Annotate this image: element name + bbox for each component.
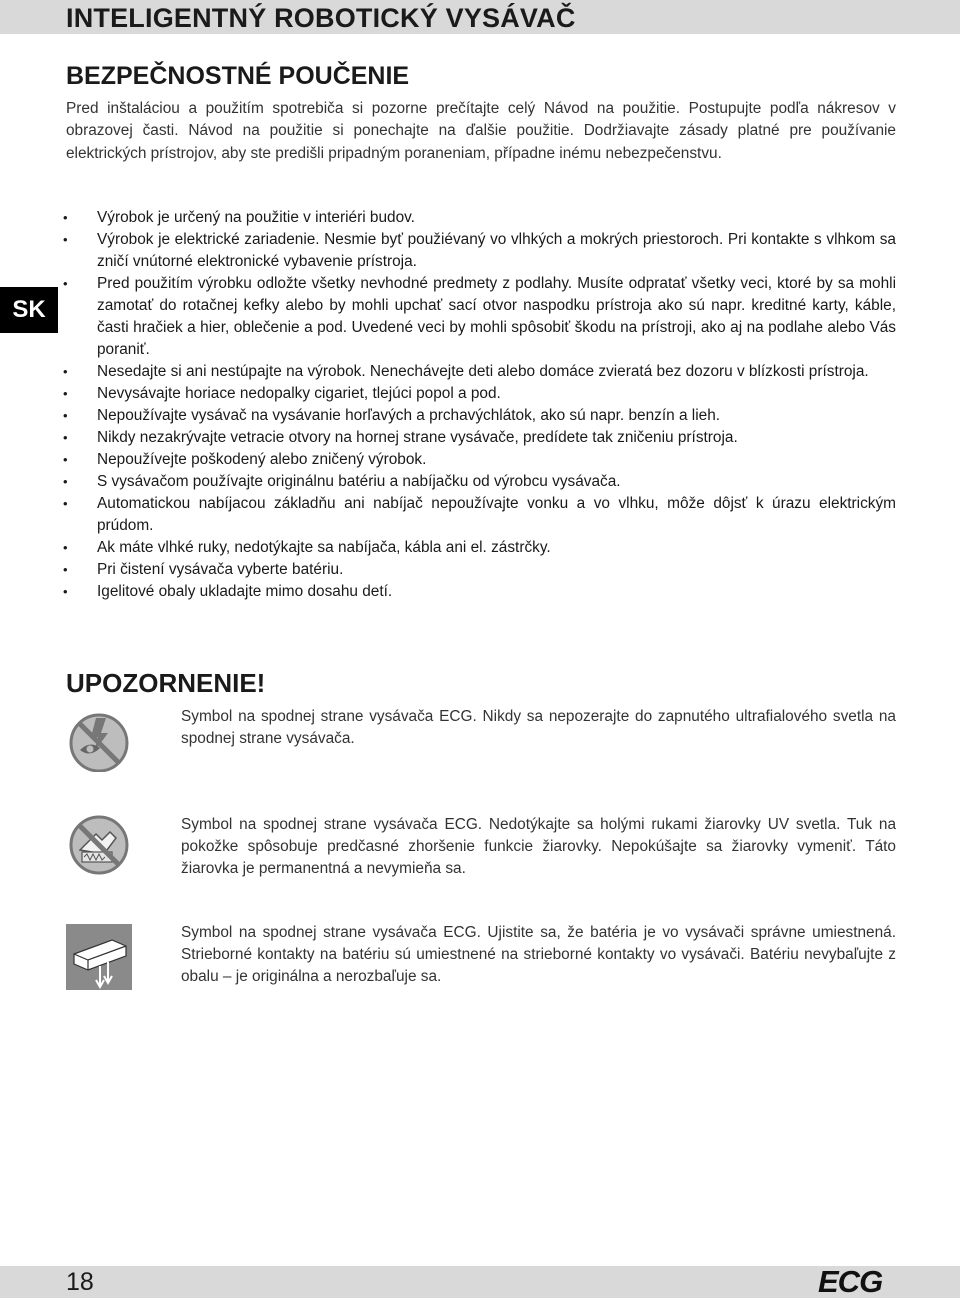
bullet-item: [63, 207, 896, 229]
bullet-dot-icon: •: [63, 474, 68, 489]
bullet-item: [63, 273, 896, 361]
no-touch-hand-icon: [66, 812, 132, 878]
bullet-dot-icon: •: [63, 584, 68, 599]
warning-section-title: UPOZORNENIE!: [66, 668, 266, 698]
battery-contacts-icon: [66, 924, 132, 990]
bullet-dot-icon: •: [63, 386, 68, 401]
bullet-text: Ak máte vlhké ruky, nedotýkajte sa nabíjača, kábla ani el. zástrčky.: [97, 539, 551, 556]
bullet-dot-icon: •: [63, 364, 68, 379]
document-title: INTELIGENTNÝ ROBOTICKÝ VYSÁVAČ: [66, 3, 576, 33]
bullet-item: [63, 559, 896, 581]
safety-intro: Pred inštaláciou a použitím spotrebiča si pozorne prečítajte celý Návod na použitie. Postupujte podľa nákresov v obrazovej časti. Návod na použitie si ponechajte na ďalšie použitie. Dodržiavajte zásady platné pre používanie elektrických prístrojov, aby ste predišli pripadným poraneniam, případne inému nebezpečenstvu.: [66, 100, 896, 162]
bullet-dot-icon: •: [63, 430, 68, 445]
bullet-text: Automatickou nabíjacou základňu ani nabíjač nepoužívajte vonku a vo vlhku, môže dôjsť k úrazu elektrickým prúdom.: [97, 495, 896, 534]
language-tab: SK: [0, 287, 58, 333]
bullet-item: [63, 361, 896, 383]
bullet-dot-icon: •: [63, 276, 68, 291]
bullet-item: [63, 493, 896, 537]
bullet-text: Nesedajte si ani nestúpajte na výrobok. Nenechávejte deti alebo domáce zvieratá bez dozoru v blízkosti prístroja.: [97, 363, 869, 380]
warning-symbol-text: Symbol na spodnej strane vysávača ECG. Nedotýkajte sa holými rukami žiarovky UV svetla. Tuk na pokožke spôsobuje predčasné zhoršenie funkcie žiarovky. Nepokúšajte sa žiarovky vymeniť. Táto žiarovka je permanentná a nevymieňa sa.: [181, 816, 896, 877]
bullet-text: Nepoužívejte poškodený alebo zničený výrobok.: [97, 451, 427, 468]
bullet-dot-icon: •: [63, 562, 68, 577]
bullet-text: Pri čistení vysávača vyberte batériu.: [97, 561, 344, 578]
warning-symbol-text: Symbol na spodnej strane vysávača ECG. Ujistite sa, že batéria je vo vysávači správne umiestnená. Strieborné kontakty na batériu sú umiestnené na strieborné kontakty vo vysávači. Batériu nevybaľujte z obalu – je originálna a nerozbaľuje sa.: [181, 924, 896, 985]
no-uv-eye-icon: [66, 706, 132, 772]
bullet-text: Výrobok je elektrické zariadenie. Nesmie byť použiévaný vo vlhkých a mokrých priestoroch. Pri kontakte s vlhkom sa zničí vnútorné elektronické vybavenie prístroja.: [97, 231, 896, 270]
footer-band: [0, 1266, 960, 1298]
bullet-item: [63, 383, 896, 405]
safety-bullet-list: [63, 207, 896, 603]
bullet-item: [63, 581, 896, 603]
bullet-dot-icon: •: [63, 540, 68, 555]
bullet-item: [63, 427, 896, 449]
bullet-text: Výrobok je určený na použitie v interiéri budov.: [97, 209, 415, 226]
bullet-dot-icon: •: [63, 210, 68, 225]
bullet-item: [63, 449, 896, 471]
bullet-text: S vysávačom používajte originálnu batériu a nabíjačku od výrobcu vysávača.: [97, 473, 621, 490]
bullet-text: Pred použitím výrobku odložte všetky nevhodné predmety z podlahy. Musíte odpratať všetky veci, ktoré by sa mohli zamotať do rotačnej kefky alebo by mohli upchať sací otvor naspodku prístroja ako sú napr. kreditné karty, káble, časti hračiek a hier, oblečenie a pod. Uvedené veci by mohli spôsobiť škodu na prístroji, ako aj na podlahe alebo Vás poraniť.: [97, 275, 896, 358]
bullet-text: Nikdy nezakrývajte vetracie otvory na hornej strane vysávače, predídete tak zničeniu prístroja.: [97, 429, 738, 446]
bullet-item: [63, 471, 896, 493]
bullet-dot-icon: •: [63, 496, 68, 511]
bullet-dot-icon: •: [63, 408, 68, 423]
bullet-item: [63, 405, 896, 427]
bullet-item: [63, 229, 896, 273]
bullet-dot-icon: •: [63, 452, 68, 467]
page-number: 18: [66, 1268, 94, 1296]
safety-section-title: BEZPEČNOSTNÉ POUČENIE: [66, 62, 410, 90]
bullet-text: Igelitové obaly ukladajte mimo dosahu detí.: [97, 583, 393, 600]
bullet-dot-icon: •: [63, 232, 68, 247]
bullet-text: Nepoužívajte vysávač na vysávanie horľavých a prchavýchlátok, ako sú napr. benzín a lieh.: [97, 407, 721, 424]
bullet-text: Nevysávajte horiace nedopalky cigariet, tlejúci popol a pod.: [97, 385, 501, 402]
bullet-item: [63, 537, 896, 559]
warning-symbol-text: Symbol na spodnej strane vysávača ECG. Nikdy sa nepozerajte do zapnutého ultrafialového svetla na spodnej strane vysávača.: [181, 708, 896, 747]
brand-logo: ECG: [818, 1264, 883, 1299]
